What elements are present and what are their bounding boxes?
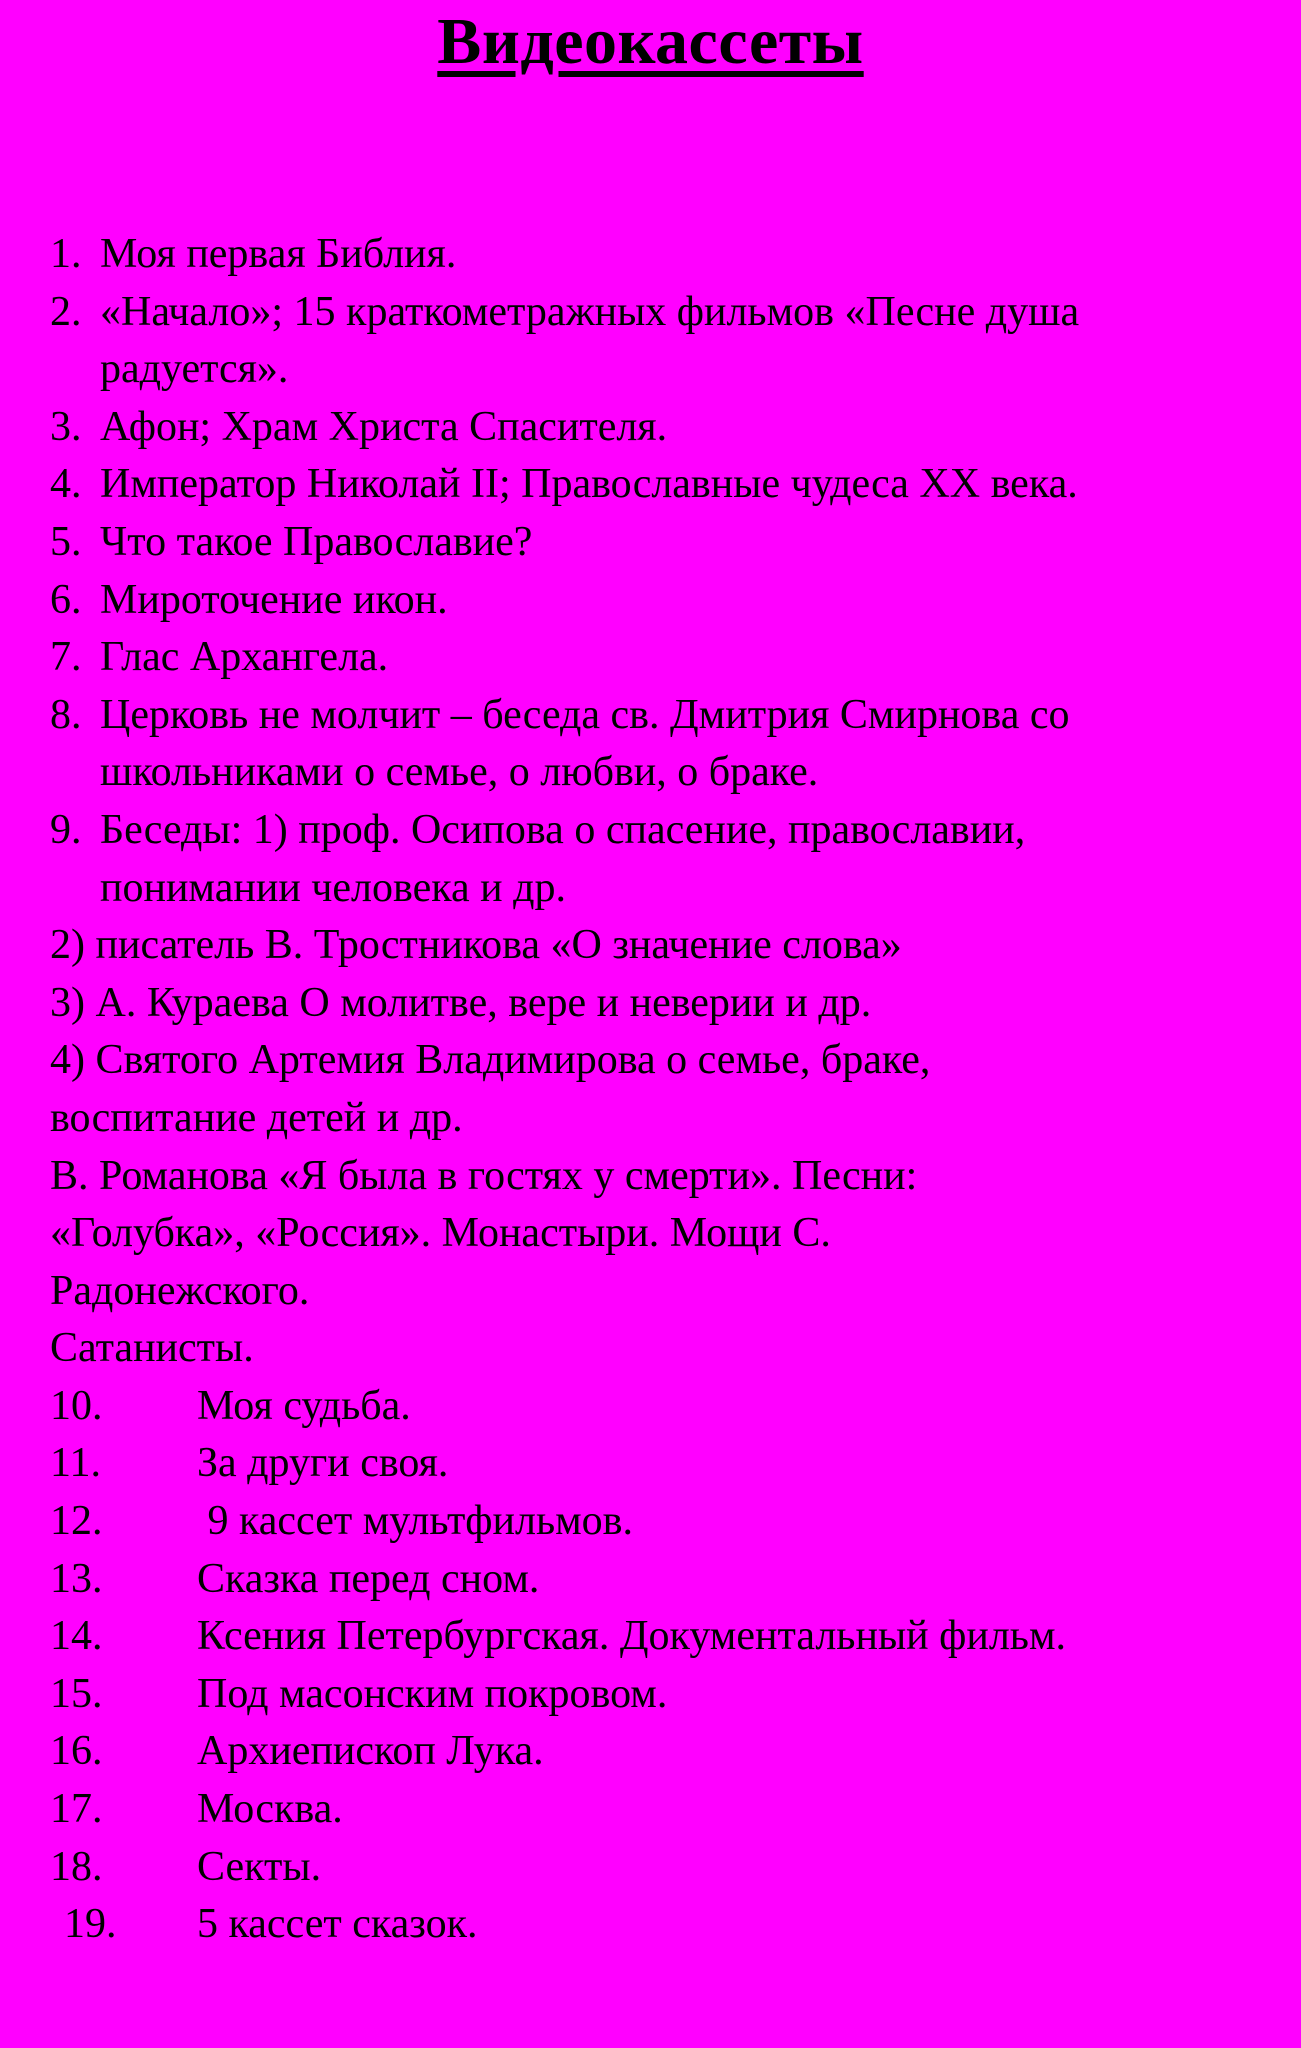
line-text: 4) Святого Артемия Владимирова о семье, браке, — [50, 1037, 931, 1084]
item-number: 13. — [50, 1555, 103, 1602]
list-item — [0, 1493, 1301, 1551]
item-number: 15. — [50, 1670, 103, 1717]
list-item — [0, 1666, 1301, 1724]
item-number: 19. — [64, 1901, 117, 1948]
item-number: 17. — [50, 1786, 103, 1833]
list-item — [0, 1551, 1301, 1609]
item-number: 16. — [50, 1728, 103, 1775]
item-number: 5. — [50, 518, 82, 565]
item-number: 12. — [50, 1498, 103, 1545]
list-item-continuation — [0, 744, 1301, 802]
text-line — [0, 975, 1301, 1033]
list-item-continuation — [0, 860, 1301, 918]
list-item — [0, 456, 1301, 514]
item-text: Церковь не молчит – беседа св. Дмитрия Смирнова со — [100, 691, 1070, 738]
line-text: Сатанисты. — [50, 1325, 254, 1372]
list-item — [0, 1723, 1301, 1781]
text-line — [0, 917, 1301, 975]
item-text: Моя судьба. — [197, 1382, 411, 1429]
list-item — [0, 1378, 1301, 1436]
text-line — [0, 1263, 1301, 1321]
list-item — [0, 284, 1301, 342]
item-text: Афон; Храм Христа Спасителя. — [100, 403, 668, 450]
item-text: «Начало»; 15 краткометражных фильмов «Песне душа — [100, 288, 1080, 335]
item-text: Мироточение икон. — [100, 576, 448, 623]
list-item — [0, 629, 1301, 687]
item-text: Архиепископ Лука. — [197, 1728, 544, 1775]
item-text: Император Николай II; Православные чудеса XX века. — [100, 461, 1078, 508]
item-number: 6. — [50, 576, 82, 623]
item-text: За други своя. — [197, 1440, 449, 1487]
list-item — [0, 514, 1301, 572]
item-number: 8. — [50, 691, 82, 738]
item-text: Беседы: 1) проф. Осипова о спасение, православии, — [100, 806, 1026, 853]
item-text: школьниками о семье, о любви, о браке. — [100, 749, 819, 796]
text-line — [0, 1032, 1301, 1090]
item-number: 4. — [50, 461, 82, 508]
cassette-list — [0, 226, 1301, 1954]
item-number: 3. — [50, 403, 82, 450]
page-title: Видеокассеты — [437, 5, 864, 78]
item-number: 11. — [50, 1440, 101, 1487]
line-text: воспитание детей и др. — [50, 1094, 463, 1141]
item-text: понимании человека и др. — [100, 864, 566, 911]
item-text: Сказка перед сном. — [197, 1555, 540, 1602]
list-item — [0, 1896, 1301, 1954]
item-number: 7. — [50, 634, 82, 681]
item-number: 18. — [50, 1843, 103, 1890]
item-text: Моя первая Библия. — [100, 231, 457, 277]
item-number: 2. — [50, 288, 82, 335]
line-text: 3) А. Кураева О молитве, вере и неверии и др. — [50, 979, 872, 1026]
list-item — [0, 1839, 1301, 1897]
item-text: 9 кассет мультфильмов. — [197, 1498, 634, 1545]
line-text: «Голубка», «Россия». Монастыри. Мощи С. — [50, 1210, 831, 1257]
item-text: Под масонским покровом. — [197, 1670, 668, 1717]
list-item — [0, 1608, 1301, 1666]
item-text: Глас Архангела. — [100, 634, 389, 681]
line-text: 2) писатель В. Тростникова «О значение слова» — [50, 922, 902, 969]
text-line — [0, 1148, 1301, 1206]
list-item — [0, 572, 1301, 630]
text-line — [0, 1320, 1301, 1378]
item-text: Москва. — [197, 1786, 343, 1833]
item-text: 5 кассет сказок. — [197, 1901, 478, 1948]
item-number: 10. — [50, 1382, 103, 1429]
list-item — [0, 226, 1301, 284]
list-item — [0, 802, 1301, 860]
item-number: 1. — [50, 231, 82, 277]
list-item — [0, 399, 1301, 457]
item-number: 9. — [50, 806, 82, 853]
item-text: Секты. — [197, 1843, 322, 1890]
text-line — [0, 1205, 1301, 1263]
text-line — [0, 1090, 1301, 1148]
item-text: Ксения Петербургская. Документальный фильм. — [197, 1613, 1067, 1660]
list-item — [0, 687, 1301, 745]
item-text: Что такое Православие? — [100, 518, 533, 565]
list-item-continuation — [0, 341, 1301, 399]
item-text: радуется». — [100, 346, 289, 393]
line-text: Радонежского. — [50, 1267, 310, 1314]
list-item — [0, 1781, 1301, 1839]
line-text: В. Романова «Я была в гостях у смерти». Песни: — [50, 1152, 918, 1199]
item-number: 14. — [50, 1613, 103, 1660]
list-item — [0, 1435, 1301, 1493]
